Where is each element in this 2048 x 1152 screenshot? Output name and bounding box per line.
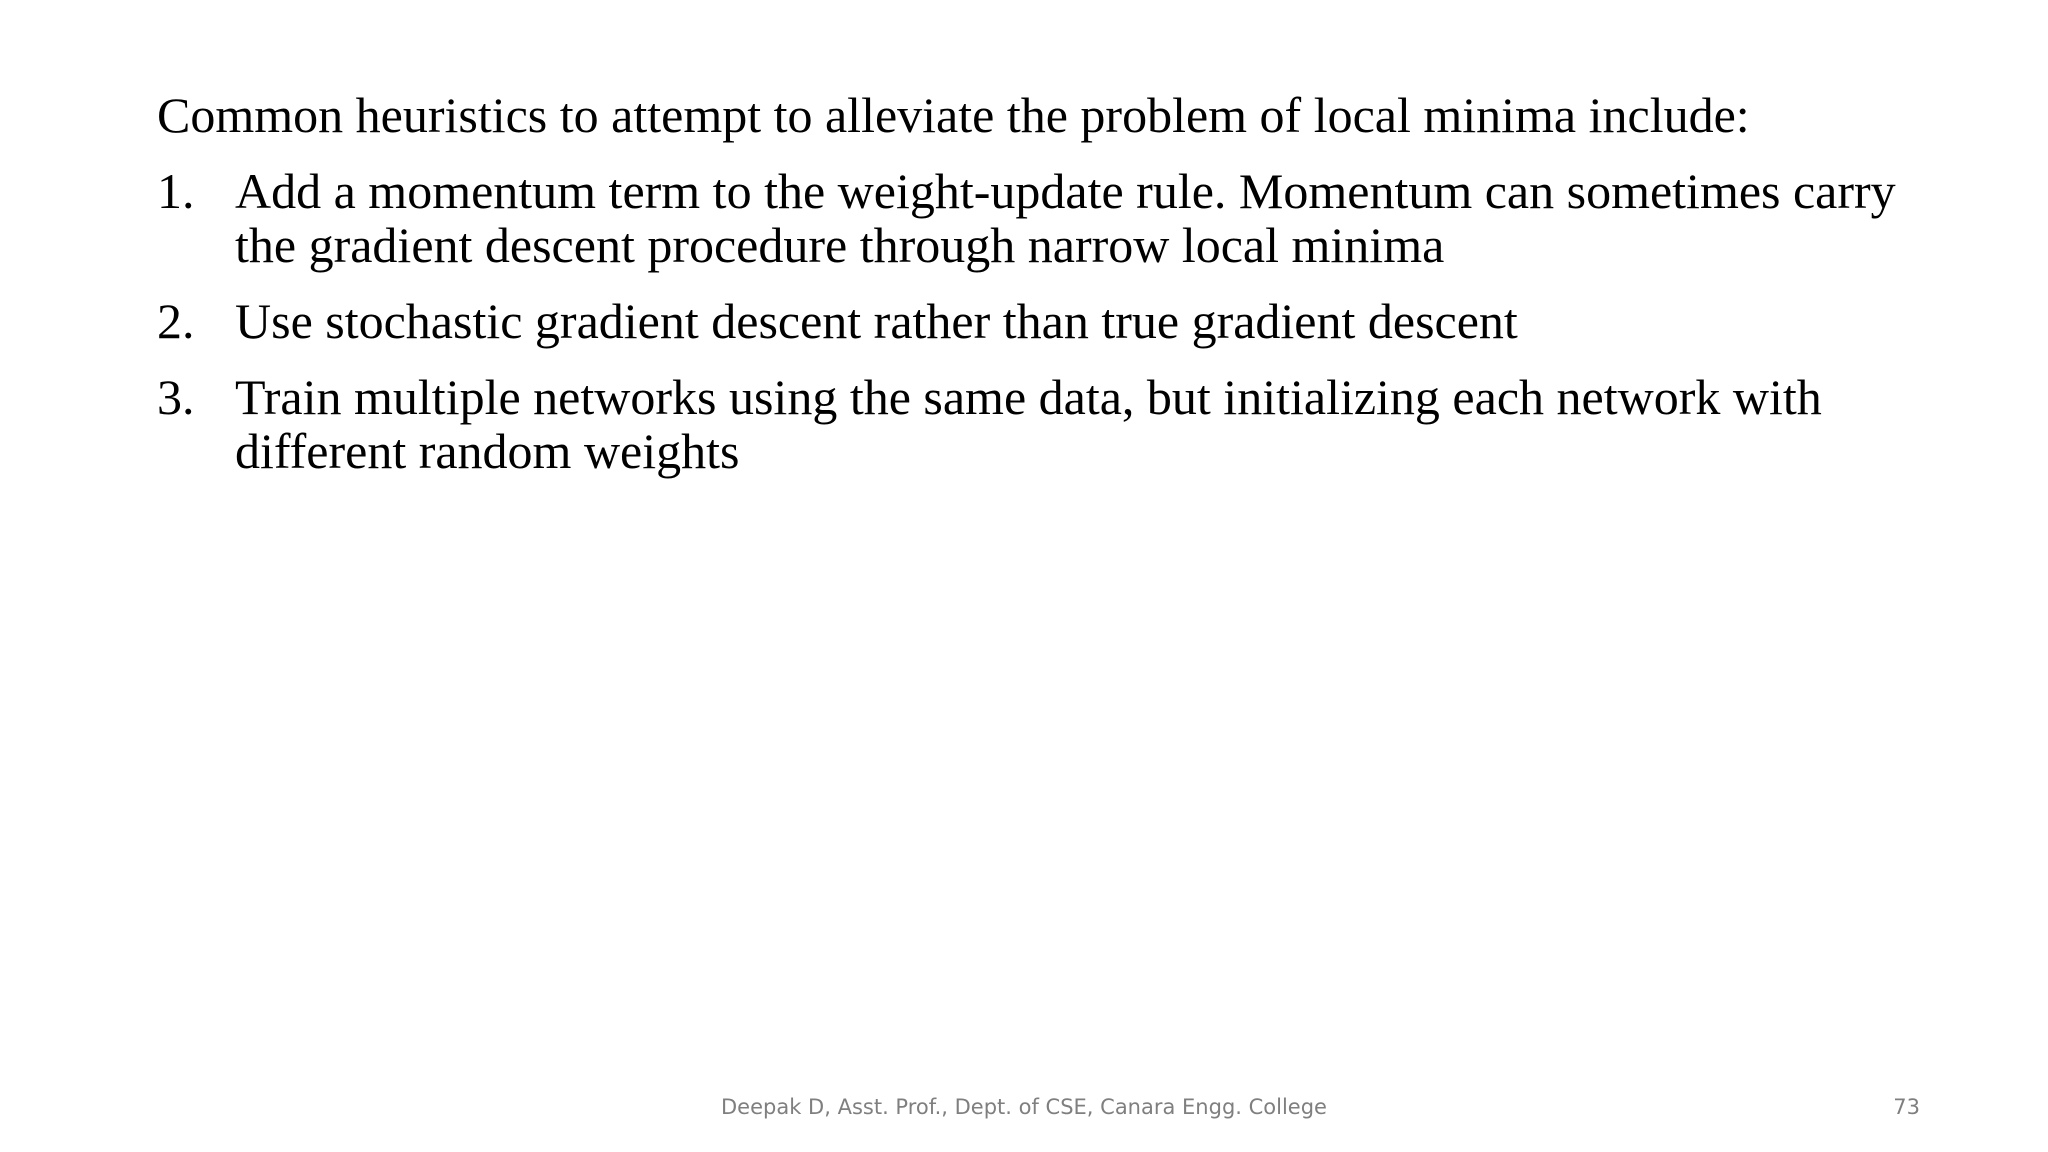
list-item-text: Add a momentum term to the weight-update rule. Momentum can sometimes carry the gradient descent procedure through narrow local minima (235, 163, 1896, 273)
list-item-number: 2. (157, 293, 195, 349)
list-item-number: 3. (157, 369, 195, 425)
list-item-text: Use stochastic gradient descent rather than true gradient descent (235, 293, 1518, 349)
list-item (157, 164, 1917, 272)
list-item (157, 370, 1917, 478)
list-item-text: Train multiple networks using the same data, but initializing each network with different random weights (235, 369, 1822, 479)
list-item-number: 1. (157, 163, 195, 219)
slide-footer: Deepak D, Asst. Prof., Dept. of CSE, Canara Engg. College (721, 1095, 1327, 1119)
numbered-list (157, 164, 1917, 478)
list-item (157, 294, 1917, 348)
slide-page-number: 73 (1893, 1095, 1920, 1119)
slide-content (157, 88, 1917, 500)
intro-text: Common heuristics to attempt to alleviate the problem of local minima include: (157, 87, 1750, 143)
